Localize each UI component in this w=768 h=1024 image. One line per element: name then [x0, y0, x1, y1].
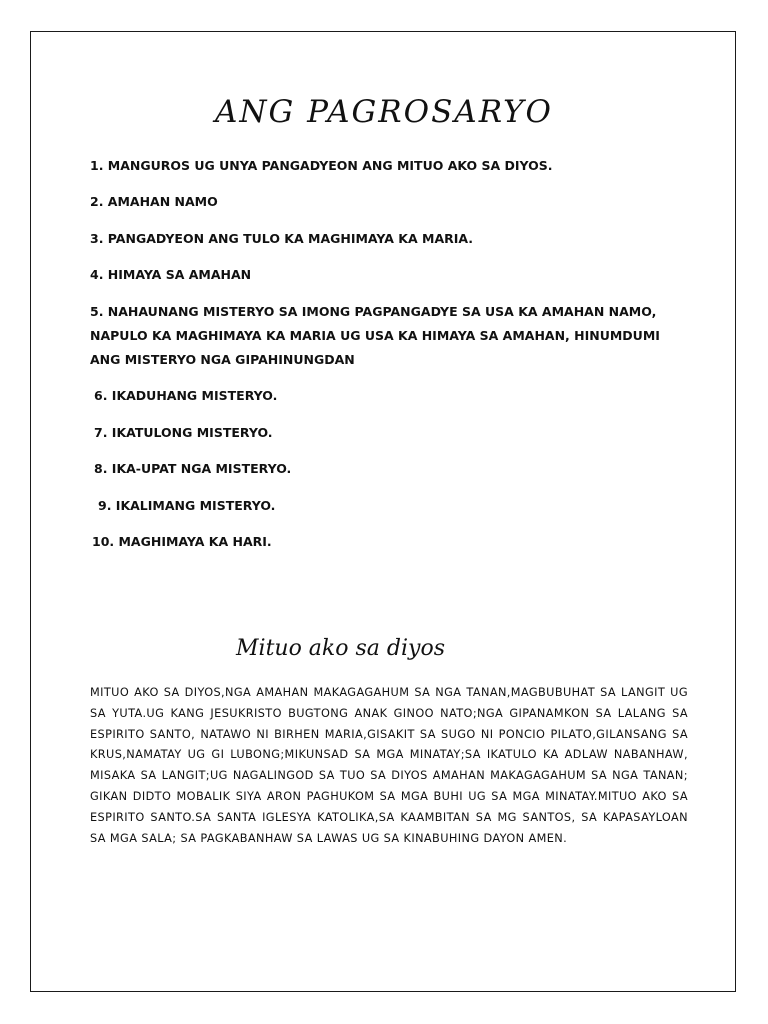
step-item: 6. IKADUHANG MISTERYO. — [94, 388, 278, 403]
step-item: 10. MAGHIMAYA KA HARI. — [92, 534, 272, 549]
step-item: 1. MANGUROS UG UNYA PANGADYEON ANG MITUO AKO SA DIYOS. — [90, 158, 553, 173]
prayer-title: Mituo ako sa diyos — [236, 636, 445, 661]
step-item: 9. IKALIMANG MISTERYO. — [98, 498, 276, 513]
step-item: 2. AMAHAN NAMO — [90, 194, 218, 209]
step-item: 8. IKA-UPAT NGA MISTERYO. — [94, 461, 292, 476]
step-item: 5. NAHAUNANG MISTERYO SA IMONG PAGPANGADYE SA USA KA AMAHAN NAMO, NAPULO KA MAGHIMAYA KA MARIA UG USA KA HIMAYA SA AMAHAN, HINUMDUMI ANG MISTERYO NGA GIPAHINUNGDAN — [90, 304, 660, 367]
prayer-text: MITUO AKO SA DIYOS,NGA AMAHAN MAKAGAGAHUM SA NGA TANAN,MAGBUBUHAT SA LANGIT UG SA YUTA.UG KANG JESUKRISTO BUGTONG ANAK GINOO NATO;NGA GIPANAMKON SA LALANG SA ESPIRITO SANTO, NATAWO NI BIRHEN MARIA,GISAKIT SA SUGO NI PONCIO PILATO,GILANSANG SA KRUS,NAMATAY UG GI LUBONG;MIKUNSAD SA MGA MINATAY;SA IKATULO KA ADLAW NABANHAW, MISAKA SA LANGIT;UG NAGALINGOD SA TUO SA DIYOS AMAHAN MAKAGAGAHUM SA NGA TANAN; GIKAN DIDTO MOBALIK SIYA ARON PAGHUKOM SA MGA BUHI UG SA MGA MINATAY.MITUO AKO SA ESPIRITO SANTO.SA SANTA IGLESYA KATOLIKA,SA KAAMBITAN SA MG SANTOS, SA KAPASAYLOAN SA MGA SALA; SA PAGKABANHAW SA LAWAS UG SA KINABUHING DAYON AMEN. — [90, 686, 688, 845]
step-item: 3. PANGADYEON ANG TULO KA MAGHIMAYA KA MARIA. — [90, 231, 474, 246]
step-item: 4. HIMAYA SA AMAHAN — [90, 267, 252, 282]
step-item: 7. IKATULONG MISTERYO. — [94, 425, 273, 440]
document-title: ANG PAGROSARYO — [215, 94, 553, 130]
